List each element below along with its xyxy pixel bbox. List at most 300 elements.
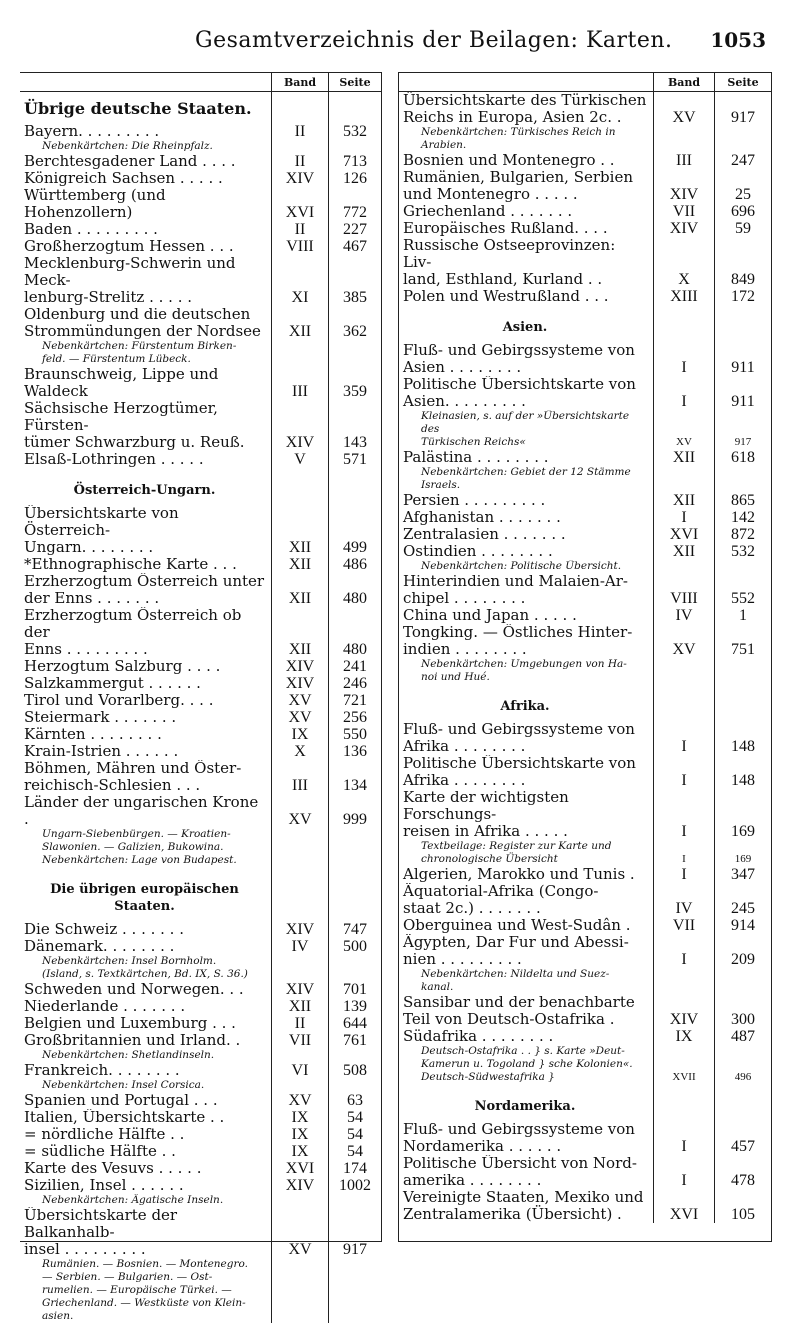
entry-band: II (271, 1015, 328, 1032)
entry-band: XV (271, 794, 328, 828)
entry-seite: 761 (328, 1032, 381, 1049)
entry-band (653, 684, 714, 721)
entry-band: XVI (271, 187, 328, 221)
entry-seite: 126 (328, 170, 381, 187)
entry-seite: 300 (714, 994, 771, 1028)
entry-band: I (653, 1155, 714, 1189)
map-entry (20, 709, 381, 726)
map-entry (20, 1032, 381, 1049)
map-entry (399, 866, 771, 883)
map-entry (20, 1015, 381, 1032)
entry-band (271, 92, 328, 123)
entry-seite (328, 468, 381, 505)
entry-seite (328, 92, 381, 123)
map-entry (399, 169, 771, 203)
entry-name: Elsaß-Lothringen . . . . . (24, 451, 204, 468)
map-entry (20, 760, 381, 794)
entry-name: Böhmen, Mähren und Öster- reichisch-Schlesien . . . (24, 760, 242, 794)
entry-name: Karte des Vesuvs . . . . . (24, 1160, 202, 1177)
entry-band: VI (271, 1062, 328, 1079)
entry-name: Politische Übersicht von Nord- amerika . . . . . . . . (403, 1155, 637, 1189)
entry-name: Bayern. . . . . . . . . (24, 123, 160, 140)
entry-seite: 143 (328, 400, 381, 451)
note-row (399, 410, 771, 449)
entry-band (271, 1079, 328, 1092)
entry-band: IX (271, 1109, 328, 1126)
map-entry (20, 981, 381, 998)
entry-band (271, 1049, 328, 1062)
section-heading (399, 305, 771, 342)
entry-name: Tirol und Vorarlberg. . . . (24, 692, 214, 709)
entry-band: IV (271, 938, 328, 955)
map-entry (399, 220, 771, 237)
map-entry (399, 492, 771, 509)
entry-name: Frankreich. . . . . . . . (24, 1062, 180, 1079)
entry-band (653, 1084, 714, 1121)
entry-name: Fluß- und Gebirgssysteme von Asien . . . . . . . . (403, 342, 635, 376)
section-title: Asien. (502, 320, 548, 335)
entry-name: Deutsch-Ostafrika . . } s. Karte »Deut- Kamerun u. Togoland } sche Kolonien«. Deutsch-Südwestafrika } (421, 1045, 633, 1083)
entry-seite: 246 (328, 675, 381, 692)
entry-band: III (271, 760, 328, 794)
entry-band: IX (653, 1028, 714, 1045)
entry-seite: 1002 (328, 1177, 381, 1194)
entry-name: Griechenland . . . . . . . (403, 203, 573, 220)
entry-seite (328, 1049, 381, 1062)
entry-seite (328, 867, 381, 921)
entry-seite: 59 (714, 220, 771, 237)
map-entry (20, 1143, 381, 1160)
map-entry (20, 607, 381, 658)
entry-name: Niederlande . . . . . . . (24, 998, 186, 1015)
entry-seite (714, 305, 771, 342)
entry-seite: 169 (714, 840, 771, 866)
entry-seite: 571 (328, 451, 381, 468)
entry-band: XV (271, 709, 328, 726)
entry-band: IX (271, 726, 328, 743)
entry-band: XI (271, 255, 328, 306)
map-entry (20, 573, 381, 607)
entry-name: Herzogtum Salzburg . . . . (24, 658, 221, 675)
entry-name: Spanien und Portugal . . . (24, 1092, 218, 1109)
entry-name: Übersichtskarte des Türkischen Reichs in Europa, Asien 2c. . (403, 92, 647, 126)
entry-name: Nebenkärtchen: Umgebungen von Ha- noi und Hué. (421, 658, 627, 683)
map-entry (20, 153, 381, 170)
entry-band: VIII (653, 573, 714, 607)
entry-band: XIV (271, 981, 328, 998)
entry-name: Baden . . . . . . . . . (24, 221, 158, 238)
map-entry (20, 743, 381, 760)
map-entry (20, 451, 381, 468)
entry-band (271, 340, 328, 366)
entry-seite: 457 (714, 1121, 771, 1155)
entry-name: Russische Ostseeprovinzen: Liv- land, Esthland, Kurland . . (403, 237, 616, 288)
note-row (399, 1045, 771, 1084)
section-title: Nordamerika. (474, 1099, 576, 1114)
entry-name: Karte der wichtigsten Forschungs- reisen in Afrika . . . . . (403, 789, 569, 840)
entry-seite (714, 1084, 771, 1121)
map-entry (20, 187, 381, 221)
entry-seite: 499 (328, 505, 381, 556)
entry-seite: 241 (328, 658, 381, 675)
entry-seite: 227 (328, 221, 381, 238)
entry-band: I (653, 509, 714, 526)
entry-band: XV (653, 410, 714, 449)
entry-band: IX (271, 1126, 328, 1143)
entry-name: Ungarn-Siebenbürgen. — Kroatien- Slawonien. — Galizien, Bukowina. Nebenkärtchen: Lage von Budapest. (42, 828, 237, 866)
map-entry (20, 1109, 381, 1126)
entry-seite: 911 (714, 376, 771, 410)
page-title: Gesamtverzeichnis der Beilagen: Karten. (195, 28, 673, 53)
map-entry (399, 789, 771, 840)
column-header (20, 73, 381, 92)
entry-name: Nebenkärtchen: Die Rheinpfalz. (42, 140, 213, 152)
entry-name: Nebenkärtchen: Shetlandinseln. (42, 1049, 215, 1061)
entry-seite: 139 (328, 998, 381, 1015)
map-entry (399, 721, 771, 755)
entry-band (653, 560, 714, 573)
entry-band: XVII (653, 1045, 714, 1084)
entry-band: II (271, 153, 328, 170)
entry-seite: 172 (714, 288, 771, 305)
entry-band (653, 968, 714, 994)
entry-name: Württemberg (und Hohenzollern) (24, 187, 166, 221)
left-rows (20, 92, 381, 1323)
entry-band: I (653, 934, 714, 968)
entry-seite: 772 (328, 187, 381, 221)
page-number: 1053 (710, 28, 766, 52)
entry-name: Nebenkärtchen: Insel Bornholm. (Island, s. Textkärtchen, Bd. IX, S. 36.) (42, 955, 248, 980)
entry-name: Rumänien, Bulgarien, Serbien und Montenegro . . . . . (403, 169, 633, 203)
entry-seite: 480 (328, 573, 381, 607)
entry-seite (714, 560, 771, 573)
entry-name: Fluß- und Gebirgssysteme von Afrika . . . . . . . . (403, 721, 635, 755)
entry-band: I (653, 342, 714, 376)
entry-name: Ägypten, Dar Fur und Abessi- nien . . . . . . . . . (403, 934, 629, 968)
map-entry (20, 123, 381, 140)
entry-name: Hinterindien und Malaien-Ar- chipel . . . . . . . . (403, 573, 628, 607)
entry-seite: 917 (714, 410, 771, 449)
entry-seite: 696 (714, 203, 771, 220)
map-entry (399, 288, 771, 305)
entry-name: Übersichtskarte der Balkanhalb- insel . . . . . . . . . (24, 1207, 178, 1258)
map-entry (399, 1155, 771, 1189)
map-entry (20, 556, 381, 573)
entry-seite: 550 (328, 726, 381, 743)
entry-name: Tongking. — Östliches Hinter- indien . . . . . . . . (403, 624, 633, 658)
entry-name: Nebenkärtchen: Insel Corsica. (42, 1079, 205, 1091)
seite-header: Seite (328, 73, 381, 91)
entry-band: XII (271, 998, 328, 1015)
band-header: Band (653, 73, 714, 91)
column-header (399, 73, 771, 92)
section-title: Übrige deutsche Staaten. (24, 99, 252, 118)
entry-seite: 54 (328, 1109, 381, 1126)
entry-band: XIII (653, 288, 714, 305)
entry-seite: 245 (714, 883, 771, 917)
map-entry (20, 400, 381, 451)
entry-band: IV (653, 883, 714, 917)
entry-name: Nebenkärtchen: Fürstentum Birken- feld. — Fürstentum Lübeck. (42, 340, 237, 365)
entry-seite: 552 (714, 573, 771, 607)
entry-seite: 134 (328, 760, 381, 794)
entry-seite: 917 (328, 1207, 381, 1258)
note-row (399, 968, 771, 994)
entry-name: Großbritannien und Irland. . (24, 1032, 241, 1049)
entry-name: Palästina . . . . . . . . (403, 449, 549, 466)
entry-name: Politische Übersichtskarte von Afrika . . . . . . . . (403, 755, 636, 789)
entry-name: Vereinigte Staaten, Mexiko und Zentralamerika (Übersicht) . (403, 1189, 644, 1223)
entry-seite: 105 (714, 1189, 771, 1223)
entry-band: IX (271, 1143, 328, 1160)
map-entry (399, 543, 771, 560)
left-column (20, 72, 382, 1322)
map-entry (20, 238, 381, 255)
entry-band: XII (271, 607, 328, 658)
entry-band: XIV (271, 400, 328, 451)
entry-band: XVI (653, 1189, 714, 1223)
entry-seite: 148 (714, 721, 771, 755)
entry-band (653, 305, 714, 342)
entry-seite: 478 (714, 1155, 771, 1189)
band-header: Band (271, 73, 328, 91)
map-entry (20, 998, 381, 1015)
entry-seite: 644 (328, 1015, 381, 1032)
entry-seite: 256 (328, 709, 381, 726)
map-entry (399, 1028, 771, 1045)
entry-seite: 142 (714, 509, 771, 526)
entry-name: Sansibar und der benachbarte Teil von Deutsch-Ostafrika . (403, 994, 635, 1028)
entry-seite: 347 (714, 866, 771, 883)
entry-name: Rumänien. — Bosnien. — Montenegro. — Serbien. — Bulgarien. — Ost- rumelien. — Europäische Türkei. — Griechenland. — Westküste von Klein- asien. (42, 1258, 248, 1322)
map-entry (399, 1189, 771, 1223)
map-entry (20, 1177, 381, 1194)
entry-seite (714, 684, 771, 721)
entry-band: XIV (653, 169, 714, 203)
entry-name: Belgien und Luxemburg . . . (24, 1015, 236, 1032)
section-title: Afrika. (500, 699, 550, 714)
note-row (20, 1194, 381, 1207)
right-column (398, 72, 772, 1242)
entry-band: XIV (271, 921, 328, 938)
entry-seite: 747 (328, 921, 381, 938)
note-row (20, 1258, 381, 1323)
note-row (399, 466, 771, 492)
entry-band: XIV (653, 220, 714, 237)
entry-band: XV (271, 692, 328, 709)
map-entry (20, 658, 381, 675)
note-row (20, 828, 381, 867)
entry-name: Oldenburg und die deutschen Strommündungen der Nordsee (24, 306, 261, 340)
entry-name: Salzkammergut . . . . . . (24, 675, 201, 692)
entry-band: XV (271, 1207, 328, 1258)
section-heading (399, 684, 771, 721)
entry-band (271, 140, 328, 153)
map-entry (399, 994, 771, 1028)
map-entry (399, 449, 771, 466)
entry-name: Textbeilage: Register zur Karte und chronologische Übersicht (421, 840, 612, 865)
map-entry (399, 917, 771, 934)
note-row (20, 1049, 381, 1062)
entry-seite (328, 1194, 381, 1207)
entry-seite: 849 (714, 237, 771, 288)
entry-name: Nebenkärtchen: Ägatische Inseln. (42, 1194, 224, 1206)
entry-band: IV (653, 607, 714, 624)
entry-name: Erzherzogtum Österreich ob der Enns . . . . . . . . . (24, 607, 242, 658)
entry-name: Kärnten . . . . . . . . (24, 726, 162, 743)
entry-name: Königreich Sachsen . . . . . (24, 170, 223, 187)
entry-name: Schweden und Norwegen. . . (24, 981, 244, 998)
entry-seite: 532 (328, 123, 381, 140)
section-heading (20, 867, 381, 921)
entry-band: XII (653, 492, 714, 509)
map-entry (399, 92, 771, 126)
entry-seite (328, 1258, 381, 1323)
entry-band (653, 658, 714, 684)
entry-band: I (653, 789, 714, 840)
map-entry (20, 306, 381, 340)
entry-name: Braunschweig, Lippe und Waldeck (24, 366, 219, 400)
entry-name: Kleinasien, s. auf der »Übersichtskarte des Türkischen Reichs« (421, 410, 630, 448)
map-entry (399, 509, 771, 526)
map-entry (20, 1092, 381, 1109)
entry-band (271, 1258, 328, 1323)
entry-seite: 618 (714, 449, 771, 466)
entry-seite: 751 (714, 624, 771, 658)
entry-seite: 174 (328, 1160, 381, 1177)
map-entry (20, 675, 381, 692)
entry-seite (714, 658, 771, 684)
entry-seite (714, 968, 771, 994)
entry-name: Afghanistan . . . . . . . (403, 509, 561, 526)
map-entry (399, 152, 771, 169)
entry-name: Europäisches Rußland. . . . (403, 220, 608, 237)
entry-seite: 701 (328, 981, 381, 998)
entry-seite (328, 1079, 381, 1092)
entry-name: Steiermark . . . . . . . (24, 709, 177, 726)
entry-seite (328, 340, 381, 366)
entry-seite: 209 (714, 934, 771, 968)
entry-name: Nebenkärtchen: Nildelta und Suez- kanal. (421, 968, 610, 993)
page-header (0, 0, 800, 60)
section-title: Die übrigen europäischen Staaten. (50, 882, 239, 914)
entry-band: X (271, 743, 328, 760)
note-row (20, 1079, 381, 1092)
map-entry (399, 526, 771, 543)
entry-band: VII (271, 1032, 328, 1049)
entry-seite: 467 (328, 238, 381, 255)
note-row (399, 658, 771, 684)
note-row (399, 840, 771, 866)
map-entry (399, 607, 771, 624)
map-entry (399, 573, 771, 607)
entry-seite (714, 466, 771, 492)
entry-seite: 914 (714, 917, 771, 934)
entry-band: XII (271, 306, 328, 340)
entry-band: XII (271, 505, 328, 556)
entry-seite: 496 (714, 1045, 771, 1084)
entry-name: Berchtesgadener Land . . . . (24, 153, 236, 170)
entry-band: XV (271, 1092, 328, 1109)
map-entry (20, 255, 381, 306)
entry-seite: 169 (714, 789, 771, 840)
entry-name: Italien, Übersichtskarte . . (24, 1109, 225, 1126)
entry-name: Nebenkärtchen: Gebiet der 12 Stämme Israels. (421, 466, 631, 491)
entry-name: Polen und Westrußland . . . (403, 288, 609, 305)
map-entry (399, 237, 771, 288)
entry-name: *Ethnographische Karte . . . (24, 556, 237, 573)
entry-seite: 1 (714, 607, 771, 624)
map-entry (399, 883, 771, 917)
entry-seite: 721 (328, 692, 381, 709)
section-title: Österreich-Ungarn. (73, 483, 216, 498)
entry-seite: 865 (714, 492, 771, 509)
map-entry (399, 624, 771, 658)
entry-band: VII (653, 203, 714, 220)
entry-name: Erzherzogtum Österreich unter der Enns . . . . . . . (24, 573, 265, 607)
right-rows (399, 92, 771, 1223)
entry-seite (328, 955, 381, 981)
entry-band: XII (271, 556, 328, 573)
entry-band: I (653, 376, 714, 410)
entry-name: Fluß- und Gebirgssysteme von Nordamerika . . . . . . (403, 1121, 635, 1155)
entry-band: XIV (653, 994, 714, 1028)
section-heading (20, 468, 381, 505)
entry-seite: 480 (328, 607, 381, 658)
entry-seite: 917 (714, 92, 771, 126)
entry-band: II (271, 123, 328, 140)
entry-name: Politische Übersichtskarte von Asien. . . . . . . . . (403, 376, 636, 410)
entry-band: VII (653, 917, 714, 934)
entry-seite: 25 (714, 169, 771, 203)
map-entry (20, 1207, 381, 1258)
entry-seite: 500 (328, 938, 381, 955)
entry-name: Bosnien und Montenegro . . (403, 152, 615, 169)
section-heading (20, 92, 381, 123)
entry-seite: 713 (328, 153, 381, 170)
entry-band (653, 466, 714, 492)
entry-seite: 148 (714, 755, 771, 789)
entry-name: Persien . . . . . . . . . (403, 492, 546, 509)
entry-band: V (271, 451, 328, 468)
section-heading (399, 1084, 771, 1121)
map-entry (20, 1160, 381, 1177)
entry-name: = nördliche Hälfte . . (24, 1126, 185, 1143)
entry-seite: 54 (328, 1126, 381, 1143)
map-entry (20, 1062, 381, 1079)
map-entry (399, 755, 771, 789)
entry-seite: 999 (328, 794, 381, 828)
entry-seite (328, 828, 381, 867)
entry-band: X (653, 237, 714, 288)
entry-seite: 487 (714, 1028, 771, 1045)
map-entry (20, 170, 381, 187)
entry-name: Mecklenburg-Schwerin und Meck- lenburg-Strelitz . . . . . (24, 255, 236, 306)
entry-seite: 385 (328, 255, 381, 306)
entry-band: I (653, 1121, 714, 1155)
entry-band: XIV (271, 675, 328, 692)
entry-seite: 508 (328, 1062, 381, 1079)
entry-name: Großherzogtum Hessen . . . (24, 238, 234, 255)
entry-seite: 362 (328, 306, 381, 340)
entry-name: Krain-Istrien . . . . . . (24, 743, 179, 760)
entry-band: XII (653, 543, 714, 560)
map-entry (399, 1121, 771, 1155)
entry-seite: 63 (328, 1092, 381, 1109)
entry-name: Nebenkärtchen: Türkisches Reich in Arabien. (421, 126, 616, 151)
entry-name: Übersichtskarte von Österreich- Ungarn. . . . . . . . (24, 505, 179, 556)
entry-band: XIV (271, 1177, 328, 1194)
